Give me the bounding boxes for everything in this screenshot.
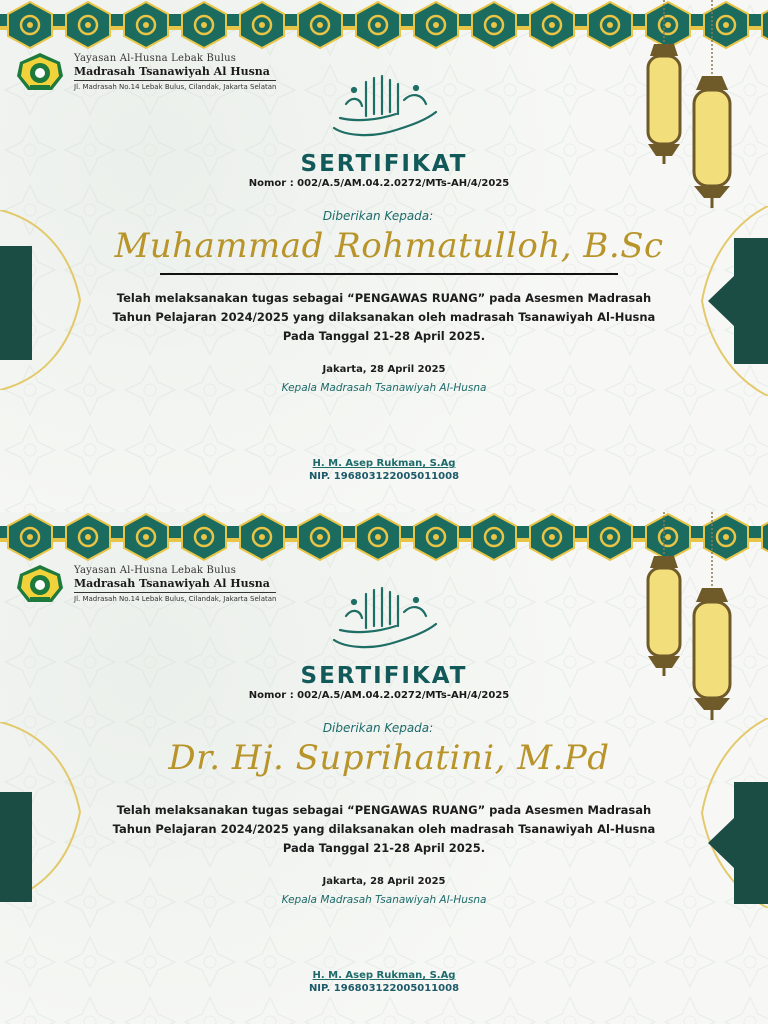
border-tile xyxy=(762,514,768,560)
signer-nip: NIP. 196803122005011008 xyxy=(308,471,460,482)
border-dot xyxy=(201,22,207,28)
certificate-title: SERTIFIKAT xyxy=(300,663,468,689)
border-dot xyxy=(85,22,91,28)
school-address: Jl. Madrasah No.14 Lebak Bulus, Cilandak, Jakarta Selatan xyxy=(74,592,276,603)
border-dot xyxy=(259,534,265,540)
certificate-2 xyxy=(0,512,768,1024)
border-dot xyxy=(607,22,613,28)
given-to-label: Diberikan Kepada: xyxy=(322,209,434,223)
border-dot xyxy=(317,22,323,28)
border-dot xyxy=(549,22,555,28)
certificate-title: SERTIFIKAT xyxy=(300,151,468,177)
body-line: Tahun Pelajaran 2024/2025 yang dilaksanakan oleh madrasah Tsanawiyah Al-Husna xyxy=(112,822,656,836)
border-dot xyxy=(433,534,439,540)
certificate-body xyxy=(84,289,684,346)
institution-header xyxy=(74,565,276,603)
recipient-name: Dr. Hj. Suprihatini, M.Pd xyxy=(168,738,610,778)
border-dot xyxy=(27,534,33,540)
border-dot xyxy=(143,534,149,540)
body-line: Pada Tanggal 21-28 April 2025. xyxy=(282,841,486,855)
basmalah-calligraphy xyxy=(326,582,442,656)
border-tile xyxy=(762,2,768,48)
recipient-name: Muhammad Rohmatulloh, B.Sc xyxy=(114,226,664,266)
given-to-label: Diberikan Kepada: xyxy=(322,721,434,735)
signer-name: H. M. Asep Rukman, S.Ag xyxy=(312,458,456,469)
signer-name: H. M. Asep Rukman, S.Ag xyxy=(312,970,456,981)
body-line: Tahun Pelajaran 2024/2025 yang dilaksanakan oleh madrasah Tsanawiyah Al-Husna xyxy=(112,310,656,324)
signer-role: Kepala Madrasah Tsanawiyah Al-Husna xyxy=(281,894,487,906)
foundation-name: Yayasan Al-Husna Lebak Bulus xyxy=(74,53,237,64)
madrasah-logo xyxy=(16,52,64,94)
border-dot xyxy=(375,534,381,540)
body-line: Telah melaksanakan tugas sebagai “PENGAWAS RUANG” pada Asesmen Madrasah xyxy=(116,291,652,305)
institution-header xyxy=(74,53,276,91)
school-name: Madrasah Tsanawiyah Al Husna xyxy=(74,65,270,78)
certificate-body xyxy=(84,801,684,858)
border-dot xyxy=(549,534,555,540)
signer-nip: NIP. 196803122005011008 xyxy=(308,983,460,994)
body-line: Pada Tanggal 21-28 April 2025. xyxy=(282,329,486,343)
madrasah-logo xyxy=(16,564,64,606)
signer-role: Kepala Madrasah Tsanawiyah Al-Husna xyxy=(281,382,487,394)
basmalah-calligraphy xyxy=(326,70,442,144)
certificate-number: Nomor : 002/A.5/AM.04.2.0272/MTs-AH/4/2025 xyxy=(248,178,510,189)
border-dot xyxy=(259,22,265,28)
border-dot xyxy=(491,22,497,28)
border-dot xyxy=(433,22,439,28)
certificate-number: Nomor : 002/A.5/AM.04.2.0272/MTs-AH/4/2025 xyxy=(248,690,510,701)
place-date: Jakarta, 28 April 2025 xyxy=(322,876,446,887)
name-underline xyxy=(160,273,618,275)
foundation-name: Yayasan Al-Husna Lebak Bulus xyxy=(74,565,237,576)
border-dot xyxy=(491,534,497,540)
border-dot xyxy=(85,534,91,540)
school-address: Jl. Madrasah No.14 Lebak Bulus, Cilandak, Jakarta Selatan xyxy=(74,80,276,91)
body-line: Telah melaksanakan tugas sebagai “PENGAWAS RUANG” pada Asesmen Madrasah xyxy=(116,803,652,817)
border-dot xyxy=(375,22,381,28)
place-date: Jakarta, 28 April 2025 xyxy=(322,364,446,375)
border-dot xyxy=(27,22,33,28)
border-dot xyxy=(201,534,207,540)
border-dot xyxy=(317,534,323,540)
school-name: Madrasah Tsanawiyah Al Husna xyxy=(74,577,270,590)
border-dot xyxy=(607,534,613,540)
border-dot xyxy=(143,22,149,28)
